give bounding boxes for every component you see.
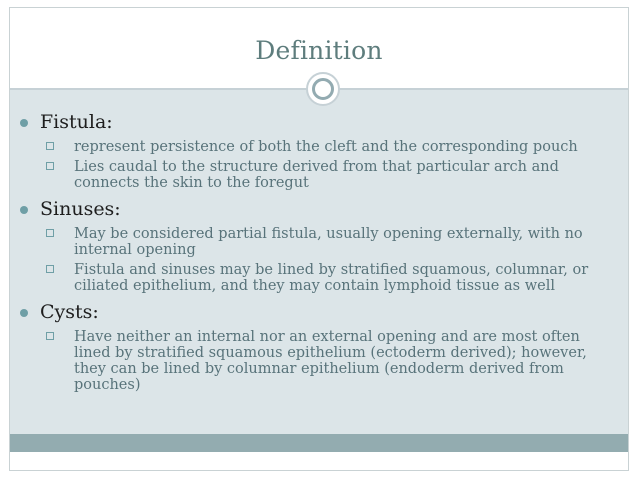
ring-inner-icon — [312, 78, 334, 100]
list-item-text: Fistula and sinuses may be lined by stratified squamous, columnar, or ciliated epithelium, and they may contain lymphoid tissue as well — [74, 262, 589, 294]
slide-content — [10, 90, 628, 452]
list-item-text: represent persistence of both the cleft and the corresponding pouch — [74, 139, 578, 155]
section-heading-cysts — [18, 300, 616, 324]
section-heading-label: Sinuses: — [40, 198, 121, 220]
section-heading-label: Cysts: — [40, 301, 99, 323]
round-bullet-icon — [20, 309, 28, 317]
square-bullet-icon — [46, 332, 54, 340]
footer-band — [10, 434, 628, 452]
list-item-text: May be considered partial fistula, usually opening externally, with no internal opening — [74, 226, 583, 258]
list-item-text: Lies caudal to the structure derived from that particular arch and connects the skin to the foregut — [74, 159, 559, 191]
section-heading-label: Fistula: — [40, 111, 113, 133]
round-bullet-icon — [20, 206, 28, 214]
bullet-list — [18, 110, 616, 399]
square-bullet-icon — [46, 162, 54, 170]
slide-title: Definition — [255, 36, 383, 65]
list-item — [40, 139, 616, 155]
list-item — [40, 329, 616, 393]
list-item-text: Have neither an internal nor an external opening and are most often lined by stratified squamous epithelium (ectoderm derived); however, they can be lined by columnar epithelium (endoderm derived from pouches) — [74, 329, 587, 393]
slide-frame — [9, 7, 629, 471]
section-heading-fistula — [18, 110, 616, 134]
ring-icon — [306, 72, 340, 106]
square-bullet-icon — [46, 229, 54, 237]
list-item — [40, 262, 616, 294]
list-item — [40, 159, 616, 191]
section-heading-sinuses — [18, 197, 616, 221]
square-bullet-icon — [46, 265, 54, 273]
section-items-fistula — [40, 139, 616, 191]
section-items-sinuses — [40, 226, 616, 294]
square-bullet-icon — [46, 142, 54, 150]
section-items-cysts — [40, 329, 616, 393]
list-item — [40, 226, 616, 258]
round-bullet-icon — [20, 119, 28, 127]
